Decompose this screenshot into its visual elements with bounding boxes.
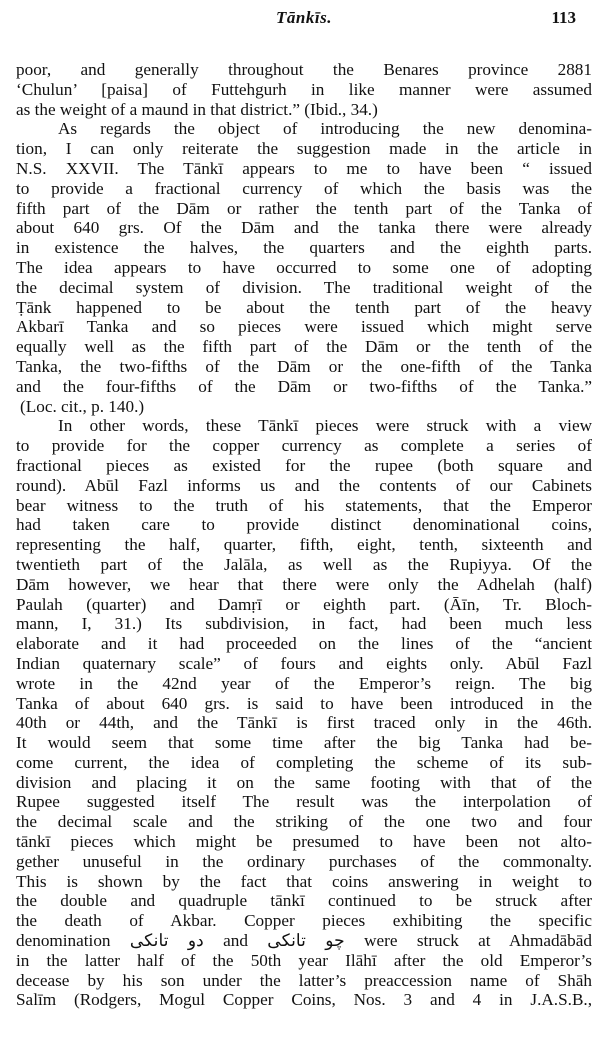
text-line: gether unuseful in the ordinary purchases of the commonalty.: [16, 851, 592, 871]
text-line: the decimal scale and the striking of the one two and four: [16, 812, 592, 832]
text-line: in existence the halves, the quarters and the eighth parts.: [16, 238, 592, 258]
paragraph-start-line: As regards the object of introducing the new denomina-: [58, 119, 592, 139]
text-line: fractional pieces as existed for the rupee (both square and: [16, 455, 592, 475]
text-line: ‘Chulun’ [paisa] of Futtehgurh in like manner were assumed: [16, 79, 592, 99]
text-line: N.S. XXVII. The Tānkī appears to me to have been “ issued: [16, 158, 592, 178]
text-line: bear witness to the truth of his statements, that the Emperor: [16, 495, 592, 515]
text-line: to provide a fractional currency of which the basis was the: [16, 178, 592, 198]
text-line: had taken care to provide distinct denominational coins,: [16, 515, 592, 535]
text-line: Tanka, the two-fifths of the Dām or the one-fifth of the Tanka: [16, 356, 592, 376]
text-line: decease by his son under the latter’s preaccession name of Shāh: [16, 970, 592, 990]
text-line: tion, I can only reiterate the suggestion made in the article in: [16, 139, 592, 159]
text-line: Ṭānk happened to be about the tenth part of the heavy: [16, 297, 592, 317]
page-number: 113: [551, 8, 576, 27]
citation-line: (Loc. cit., p. 140.): [20, 396, 145, 416]
text-line: the death of Akbar. Copper pieces exhibiting the specific: [16, 911, 592, 931]
text-line: elaborate and it had proceeded on the lines of the “ancient: [16, 634, 592, 654]
text-line: round). Abūl Fazl informs us and the contents of our Cabinets: [16, 475, 592, 495]
text-line: about 640 grs. Of the Dām and the tanka there were already: [16, 218, 592, 238]
text-line: tānkī pieces which might be presumed to have been not alto-: [16, 832, 592, 852]
text-line: Dām however, we hear that there were only the Adhelah (half): [16, 574, 592, 594]
text-line: the double and quadruple tānkī continued to be struck after: [16, 891, 592, 911]
text-line: fifth part of the Dām or rather the tenth part of the Tanka of: [16, 198, 592, 218]
text-line: The idea appears to have occurred to some one of adopting: [16, 257, 592, 277]
body-text: [16, 60, 592, 1010]
text-line: to provide for the copper currency as complete a series of: [16, 436, 592, 456]
text-line: division and placing it on the same footing with that of the: [16, 772, 592, 792]
text-line: in the latter half of the 50th year Ilāhī after the old Emperor’s: [16, 950, 592, 970]
text-line: Salīm (Rodgers, Mogul Copper Coins, Nos. 3 and 4 in J.A.S.B.,: [16, 990, 592, 1010]
text-line: Paulah (quarter) and Damṛī or eighth part. (Āīn, Tr. Bloch-: [16, 594, 592, 614]
text-line: the decimal system of division. The traditional weight of the: [16, 277, 592, 297]
running-title: Tānkīs.: [276, 8, 332, 27]
text-line: as the weight of a maund in that district.” (Ibid., 34.): [16, 99, 378, 119]
text-line: It would seem that some time after the big Tanka had be-: [16, 733, 592, 753]
text-line: poor, and generally throughout the Benares province 2881: [16, 60, 592, 79]
page-header: [18, 8, 590, 34]
paragraph-start-line: In other words, these Tānkī pieces were struck with a view: [58, 416, 592, 436]
text-line: 40th or 44th, and the Tānkī is first traced only in the 46th.: [16, 713, 592, 733]
text-line: wrote in the 42nd year of the Emperor’s reign. The big: [16, 673, 592, 693]
text-line: Tanka of about 640 grs. is said to have been introduced in the: [16, 693, 592, 713]
text-line: representing the half, quarter, fifth, eight, tenth, sixteenth and: [16, 535, 592, 555]
text-line: come current, the idea of completing the scheme of its sub-: [16, 752, 592, 772]
text-line: Akbarī Tanka and so pieces were issued which might serve: [16, 317, 592, 337]
text-line: Indian quaternary scale” of fours and eights only. Abūl Fazl: [16, 653, 592, 673]
text-line: equally well as the fifth part of the Dām or the tenth of the: [16, 337, 592, 357]
text-line: Rupee suggested itself The result was the interpolation of: [16, 792, 592, 812]
text-line: twentieth part of the Jalāla, as well as the Rupiyya. Of the: [16, 554, 592, 574]
text-line: mann, I, 31.) Its subdivision, in fact, had been much less: [16, 614, 592, 634]
text-line: and the four-fifths of the Dām or two-fifths of the Tanka.”: [16, 376, 592, 396]
text-line-with-arabic: denomination دو تانکی and چو تانکی were struck at Ahmadābād: [16, 931, 592, 951]
text-line: This is shown by the fact that coins answering in weight to: [16, 871, 592, 891]
